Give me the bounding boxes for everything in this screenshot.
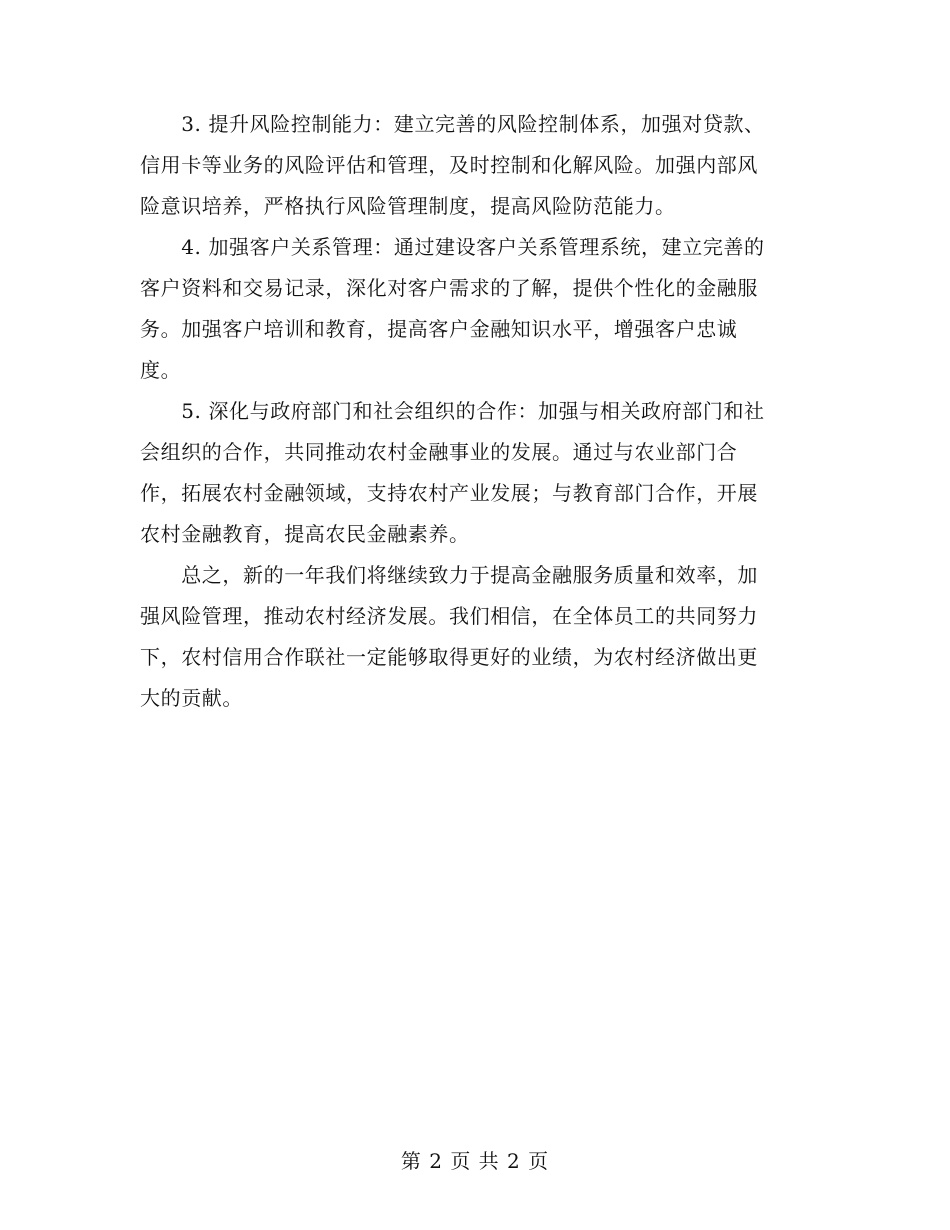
paragraph-conclusion: 总之，新的一年我们将继续致力于提高金融服务质量和效率，加 强风险管理，推动农村经济发展。我们相信，在全体员工的共同努力 下，农村信用合作联社一定能够取得更好的业绩，为农村经济做出更 大的贡献。	[140, 563, 758, 710]
paragraph-risk-control: 3. 提升风险控制能力：建立完善的风险控制体系，加强对贷款、 信用卡等业务的风险评估和管理，及时控制和化解风险。加强内部风 险意识培养，严格执行风险管理制度，提高风险防范能力。	[140, 112, 765, 218]
paragraph-customer-relations: 4. 加强客户关系管理：通过建设客户关系管理系统，建立完善的 客户资料和交易记录，深化对客户需求的了解，提供个性化的金融服 务。加强客户培训和教育，提高客户金融知识水平，增强客户忠诚 度。	[140, 235, 765, 382]
page-number-footer: 第 2 页 共 2 页	[400, 1149, 550, 1173]
document-body	[140, 104, 810, 719]
paragraph-government-cooperation: 5. 深化与政府部门和社会组织的合作：加强与相关政府部门和社 会组织的合作，共同推动农村金融事业的发展。通过与农业部门合 作，拓展农村金融领域，支持农村产业发展；与教育部门合作，开展 农村金融教育，提高农民金融素养。	[140, 399, 765, 546]
